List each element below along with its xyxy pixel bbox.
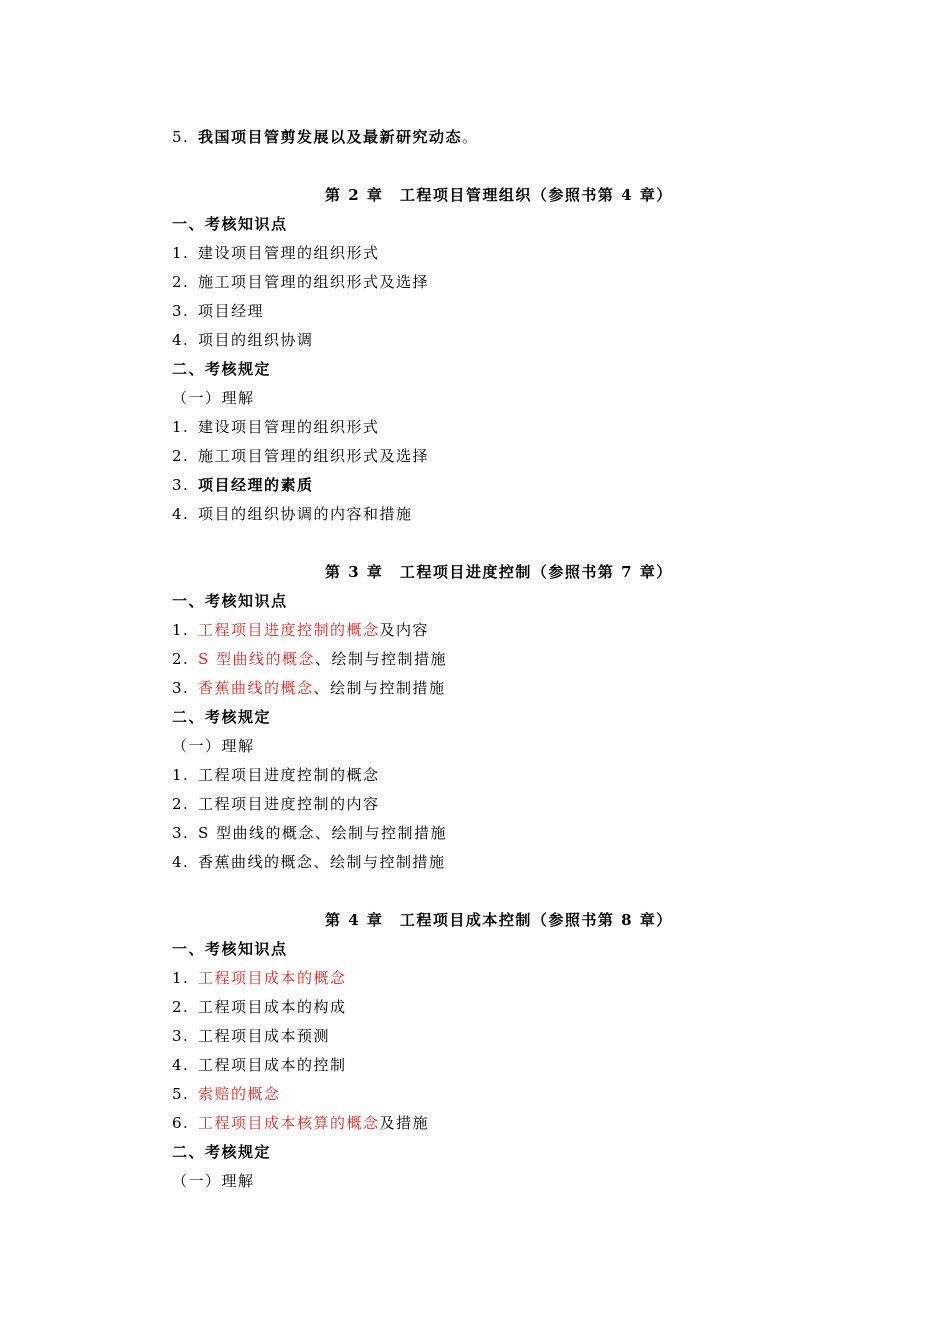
list-item [172, 243, 380, 263]
list-item [172, 330, 314, 350]
item-number: 1. [172, 244, 190, 262]
list-item [172, 649, 447, 669]
item-number: 1. [172, 621, 190, 639]
list-item [172, 272, 429, 292]
item-text: 我国项目管剪发展以及最新研究动态 [198, 128, 463, 146]
item-number: 2. [172, 795, 190, 813]
item-text: 建设项目管理的组织形式 [198, 244, 380, 262]
item-text: 项目经理 [198, 302, 265, 320]
list-item [172, 823, 447, 843]
item-number: 4. [172, 1056, 190, 1074]
item-text: 项目的组织协调的内容和措施 [198, 505, 413, 523]
item-text: 及内容 [379, 621, 430, 639]
list-item [172, 1055, 347, 1075]
item-number: 1. [172, 969, 190, 987]
chapter-2-heading: 第 2 章 工程项目管理组织（参照书第 4 章） [325, 186, 673, 204]
item-text: 工程项目成本的控制 [198, 1056, 347, 1074]
subsection-understand: （一）理解 [172, 1172, 255, 1190]
list-item [172, 446, 429, 466]
item-number: 2. [172, 650, 190, 668]
list-item [172, 475, 314, 495]
item-text: S 型曲线的概念、绘制与控制措施 [198, 824, 448, 842]
list-item [172, 1084, 281, 1104]
item-text: 、绘制与控制措施 [315, 650, 448, 668]
chapter-3-heading: 第 3 章 工程项目进度控制（参照书第 7 章） [325, 563, 673, 581]
item-text: 工程项目成本的构成 [198, 998, 347, 1016]
list-item [172, 1026, 330, 1046]
item-number: 1. [172, 766, 190, 784]
chapter-4-heading: 第 4 章 工程项目成本控制（参照书第 8 章） [325, 911, 673, 929]
item-text: 、绘制与控制措施 [313, 679, 446, 697]
item-number: 3. [172, 302, 190, 320]
subsection-understand: （一）理解 [172, 737, 255, 755]
item-text: 项目经理的素质 [198, 476, 314, 494]
list-item [172, 504, 413, 524]
item-number: 3. [172, 1027, 190, 1045]
item-number: 3. [172, 824, 190, 842]
item-text: 施工项目管理的组织形式及选择 [198, 273, 430, 291]
item-number: 2. [172, 273, 190, 291]
item-number: 1. [172, 418, 190, 436]
section-requirements: 二、考核规定 [172, 360, 272, 378]
item-number: 3. [172, 679, 190, 697]
item-number: 5. [172, 128, 190, 146]
item-text: 及措施 [379, 1114, 430, 1132]
item-number: 4. [172, 853, 190, 871]
list-item [172, 678, 446, 698]
list-item [172, 127, 479, 147]
item-highlight: 工程项目进度控制的概念 [198, 621, 380, 639]
item-text: 工程项目成本预测 [198, 1027, 331, 1045]
section-knowledge-points: 一、考核知识点 [172, 592, 288, 610]
item-number: 2. [172, 447, 190, 465]
list-item [172, 620, 429, 640]
list-item [172, 968, 347, 988]
section-requirements: 二、考核规定 [172, 708, 272, 726]
subsection-understand: （一）理解 [172, 389, 255, 407]
item-period: 。 [462, 128, 479, 146]
item-number: 6. [172, 1114, 190, 1132]
item-number: 5. [172, 1085, 190, 1103]
item-number: 4. [172, 331, 190, 349]
section-requirements: 二、考核规定 [172, 1143, 272, 1161]
item-text: 项目的组织协调 [198, 331, 314, 349]
item-number: 4. [172, 505, 190, 523]
item-highlight: 工程项目成本核算的概念 [198, 1114, 380, 1132]
list-item [172, 1113, 429, 1133]
list-item [172, 852, 446, 872]
item-number: 2. [172, 998, 190, 1016]
list-item [172, 997, 347, 1017]
item-text: 工程项目进度控制的概念 [198, 766, 380, 784]
item-number: 3. [172, 476, 190, 494]
item-highlight: 香蕉曲线的概念 [198, 679, 314, 697]
list-item [172, 417, 380, 437]
section-knowledge-points: 一、考核知识点 [172, 940, 288, 958]
list-item [172, 794, 380, 814]
item-highlight: 索赔的概念 [198, 1085, 281, 1103]
section-knowledge-points: 一、考核知识点 [172, 215, 288, 233]
list-item [172, 301, 264, 321]
item-text: 工程项目进度控制的内容 [198, 795, 380, 813]
item-highlight: 工程项目成本的概念 [198, 969, 347, 987]
item-text: 施工项目管理的组织形式及选择 [198, 447, 430, 465]
item-text: 香蕉曲线的概念、绘制与控制措施 [198, 853, 446, 871]
item-highlight: S 型曲线的概念 [198, 650, 316, 668]
item-text: 建设项目管理的组织形式 [198, 418, 380, 436]
list-item [172, 765, 380, 785]
